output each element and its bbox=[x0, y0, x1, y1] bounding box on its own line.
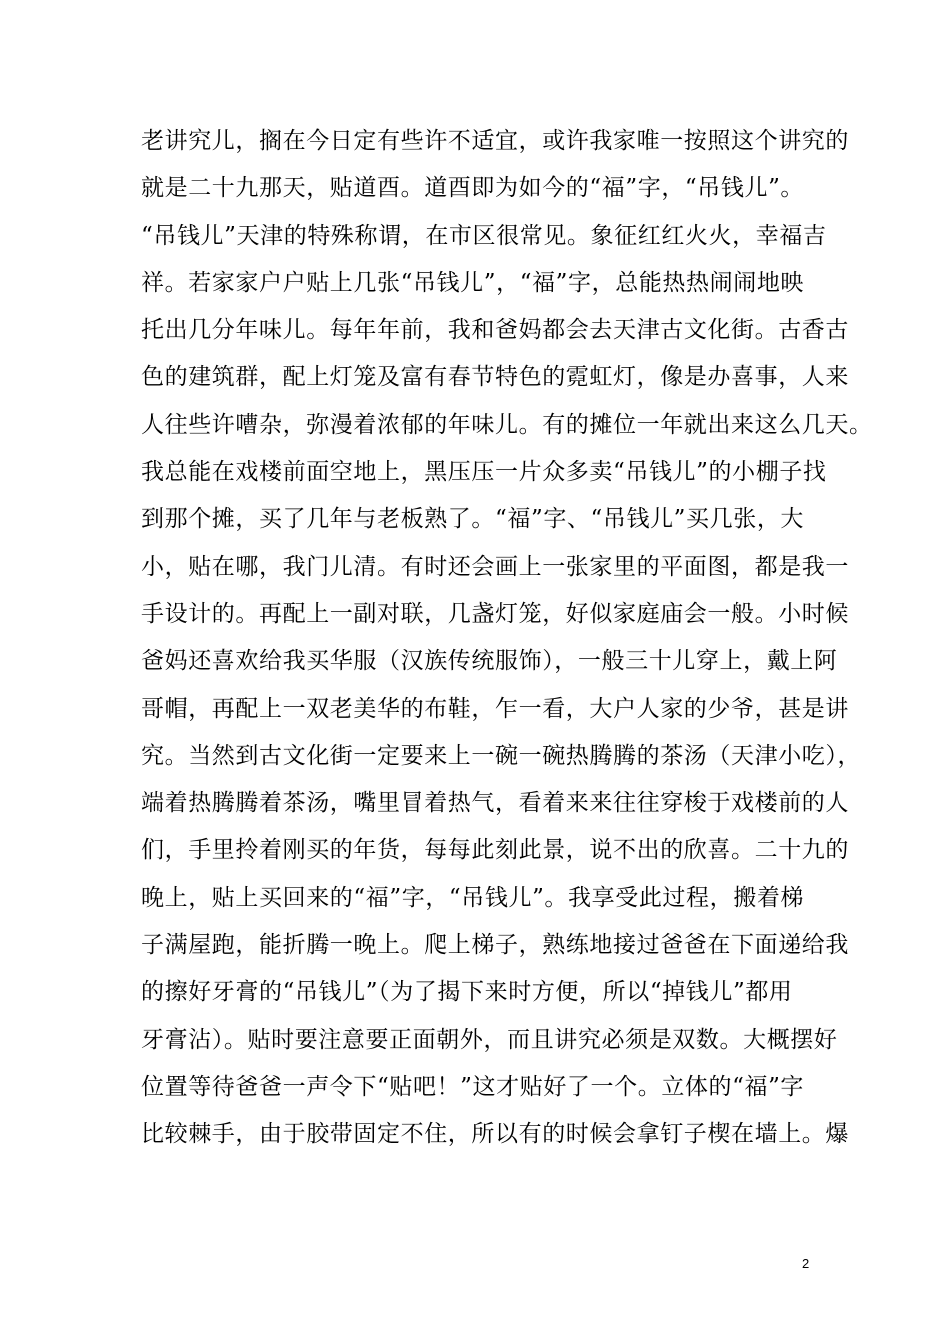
text-line: 手设计的。再配上一副对联，几盏灯笼，好似家庭庙会一般。小时候 bbox=[141, 600, 849, 627]
text-line: 晚上，贴上买回来的“福”字，“吊钱儿”。我享受此过程，搬着梯 bbox=[141, 884, 805, 911]
text-line: 到那个摊，买了几年与老板熟了。“福”字、“吊钱儿”买几张，大 bbox=[141, 506, 805, 533]
text-line: 祥。若家家户户贴上几张“吊钱儿”，“福”字，总能热热闹闹地映 bbox=[141, 269, 805, 296]
body-text bbox=[141, 118, 873, 1159]
text-line: 的擦好牙膏的“吊钱儿”（为了揭下来时方便，所以“掉钱儿”都用 bbox=[141, 979, 793, 1006]
text-line: 人往些许嘈杂，弥漫着浓郁的年味儿。有的摊位一年就出来这么几天。 bbox=[141, 411, 873, 438]
text-line: 爸妈还喜欢给我买华服（汉族传统服饰），一般三十儿穿上，戴上阿 bbox=[141, 648, 838, 675]
text-line: “吊钱儿”天津的特殊称谓，在市区很常见。象征红红火火，幸福吉 bbox=[141, 222, 827, 249]
text-line: 老讲究儿，搁在今日定有些许不适宜，或许我家唯一按照这个讲究的 bbox=[141, 128, 849, 154]
text-line: 端着热腾腾着茶汤，嘴里冒着热气，看着来来往往穿梭于戏楼前的人 bbox=[141, 790, 849, 817]
text-line: 子满屋跑，能折腾一晚上。爬上梯子，熟练地接过爸爸在下面递给我 bbox=[141, 932, 849, 959]
text-line: 我总能在戏楼前面空地上，黑压压一片众多卖“吊钱儿”的小棚子找 bbox=[141, 459, 827, 486]
text-line: 托出几分年味儿。每年年前，我和爸妈都会去天津古文化街。古香古 bbox=[141, 317, 849, 344]
page-number: 2 bbox=[802, 1256, 810, 1271]
text-line: 色的建筑群，配上灯笼及富有春节特色的霓虹灯，像是办喜事，人来 bbox=[141, 364, 849, 391]
text-line: 牙膏沾）。贴时要注意要正面朝外，而且讲究必须是双数。大概摆好 bbox=[141, 1026, 838, 1053]
text-line: 究。当然到古文化街一定要来上一碗一碗热腾腾的茶汤（天津小吃）， bbox=[141, 742, 862, 769]
text-line: 们，手里拎着刚买的年货，每每此刻此景，说不出的欣喜。二十九的 bbox=[141, 837, 849, 864]
text-line: 位置等待爸爸一声令下“贴吧！”这才贴好了一个。立体的“福”字 bbox=[141, 1073, 805, 1100]
text-line: 就是二十九那天，贴道酉。道酉即为如今的“福”字，“吊钱儿”。 bbox=[141, 175, 805, 202]
text-line: 哥帽，再配上一双老美华的布鞋，乍一看，大户人家的少爷，甚是讲 bbox=[141, 695, 849, 722]
text-line: 小，贴在哪，我门儿清。有时还会画上一张家里的平面图，都是我一 bbox=[141, 553, 849, 580]
text-line: 比较棘手，由于胶带固定不住，所以有的时候会拿钉子楔在墙上。爆 bbox=[141, 1121, 849, 1148]
